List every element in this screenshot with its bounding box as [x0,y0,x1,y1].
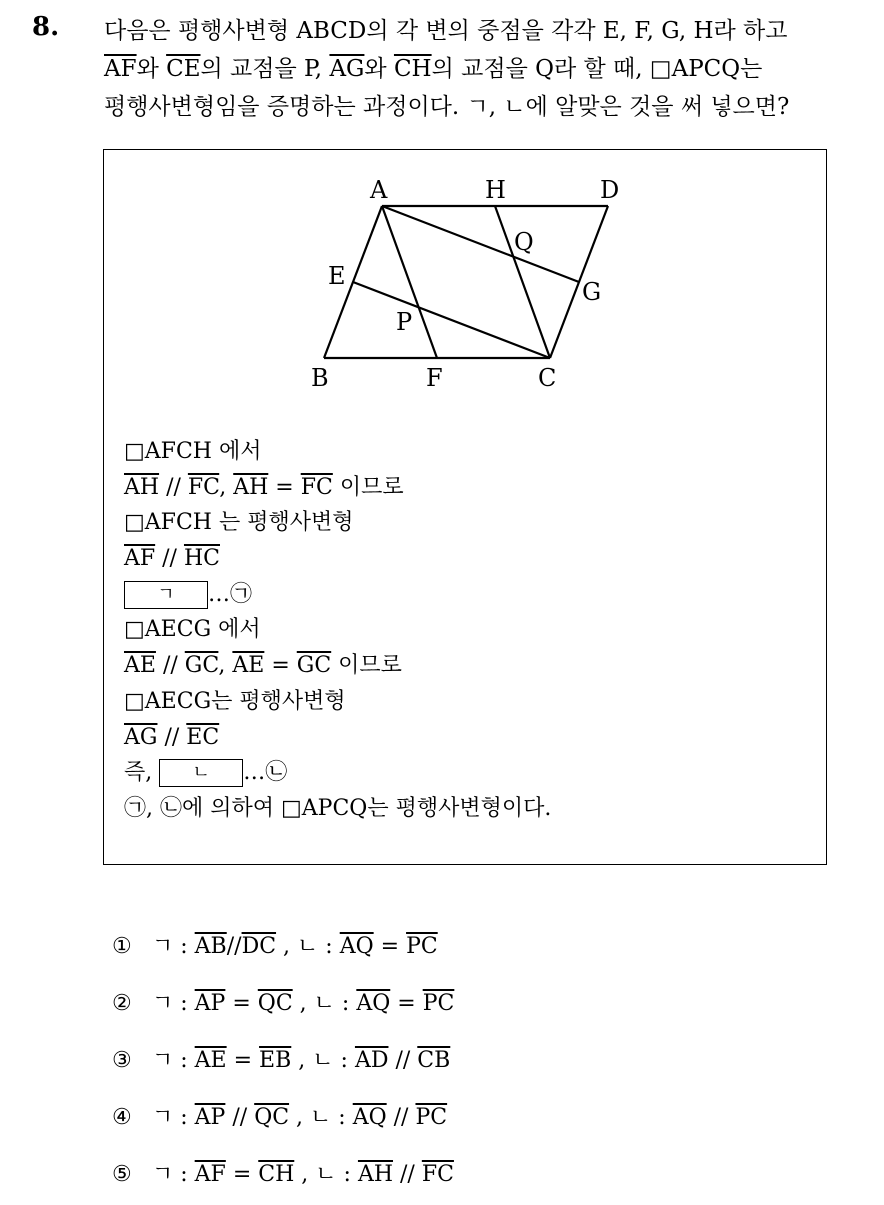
label-g: G [582,278,602,306]
t: : [331,1105,353,1130]
op: = [225,991,258,1016]
answer-choices [112,920,454,1205]
t: , [294,1162,316,1187]
k: ㄴ [310,1105,332,1130]
seg: $\overline{AE}$ [232,653,265,679]
k: ㄱ [152,991,174,1016]
seg: $\overline{AH}$ [124,474,160,500]
seg: $\overline{FC}$ [300,474,333,500]
proof-line-9: $\overline{AG} // \overline{EC}$ [124,724,220,750]
parallelogram-figure [104,150,828,400]
blank-giyeok: ㄱ [124,581,208,609]
seg: $\overline{QC}$ [254,1105,290,1130]
seg: $\overline{AP}$ [194,991,226,1016]
label-e: E [328,262,346,290]
seg: $\overline{CB}$ [417,1048,451,1073]
op: = [226,1048,260,1073]
proof-line-1: □AFCH 에서 [124,439,262,464]
seg: $\overline{AF}$ [124,546,156,572]
k: ㄴ [315,1162,337,1187]
label-q: Q [514,228,534,256]
seg: $\overline{EB}$ [259,1048,292,1073]
label-p: P [396,308,413,336]
label-d: D [600,176,620,204]
t: : [173,934,195,959]
op: // [226,934,242,959]
t: : [173,1105,195,1130]
t: : [318,934,340,959]
k: ㄱ [152,1105,174,1130]
proof-line-8: □AECG는 평행사변형 [124,688,346,714]
seg: $\overline{AP}$ [194,1105,226,1130]
seg: $\overline{AH}$ [357,1162,394,1187]
proof-text [124,434,551,827]
label-h: H [485,176,506,204]
seg: $\overline{FC}$ [421,1162,454,1187]
choice-1[interactable] [112,920,454,977]
op: = [225,1162,259,1187]
seg: $\overline{DC}$ [241,934,277,959]
t: , [292,991,314,1016]
choice-number: ④ [112,1105,132,1130]
seg-ce: $\overline{CE}$ [166,56,201,82]
t: , [291,1048,313,1073]
seg: $\overline{AQ}$ [352,1105,387,1130]
t: , [289,1105,311,1130]
seg: $\overline{EC}$ [186,724,220,750]
seg: $\overline{AQ}$ [356,991,391,1016]
seg-ce-line [353,282,550,358]
proof-line-7: $\overline{AE} // \overline{GC}$, $\overline{AE} = \overline{GC}$ 이므로 [124,653,402,679]
k: ㄱ [152,934,174,959]
text: 이므로 [331,653,402,679]
t: , [276,934,298,959]
proof-box [103,149,827,865]
k: ㄱ [152,1048,174,1073]
seg: $\overline{GC}$ [184,653,219,679]
seg: $\overline{AE}$ [124,653,156,679]
choice-2[interactable] [112,977,454,1034]
proof-line-4: $\overline{AF} // \overline{HC}$ [124,546,220,572]
proof-line-2: $\overline{AH} // \overline{FC}$, $\overline{AH} = \overline{FC}$ 이므로 [124,474,404,500]
t: : [173,1162,195,1187]
choice-3[interactable] [112,1034,454,1091]
choice-number: ⑤ [112,1162,132,1187]
seg: $\overline{GC}$ [296,653,332,679]
seg: $\overline{FC}$ [187,474,220,500]
k: ㄴ [297,934,319,959]
k: ㄱ [152,1162,174,1187]
text: 이므로 [332,474,404,500]
choice-number: ② [112,991,132,1016]
seg: $\overline{AG}$ [124,724,158,750]
seg-ag: $\overline{AG}$ [329,56,365,82]
t: : [173,991,195,1016]
seg: $\overline{AB}$ [194,934,227,959]
op: = [390,991,423,1016]
op: // [388,1048,418,1073]
question-stem [104,12,874,126]
t: : [333,1048,355,1073]
blank-nieun: ㄴ [159,759,243,787]
label-b: B [311,364,329,392]
op: // [393,1162,422,1187]
ref-1: …㉠ [208,581,253,607]
k: ㄴ [312,1048,334,1073]
seg: $\overline{PC}$ [422,991,455,1016]
seg: $\overline{PC}$ [415,1105,448,1130]
seg-af: $\overline{AF}$ [104,56,137,82]
op: // [386,1105,416,1130]
t: : [334,991,357,1016]
seg: $\overline{HC}$ [183,546,220,572]
text: 즉, [124,760,160,786]
seg-ag-line [382,206,579,282]
seg: $\overline{AE}$ [194,1048,227,1073]
label-a: A [370,176,388,204]
seg: $\overline{AQ}$ [339,934,374,959]
k: ㄴ [313,991,335,1016]
stem-line-2: $\overline{AF}$와 $\overline{CE}$의 교점을 P, $\overline{AG}$와 $\overline{CH}$의 교점을 Q라 할 때, □APCQ는 [104,56,763,82]
label-f: F [426,364,443,392]
choice-5[interactable] [112,1148,454,1205]
proof-line-5 [124,577,551,613]
op: // [225,1105,255,1130]
seg-ch: $\overline{CH}$ [393,56,432,82]
question-number: 8. [32,12,60,42]
seg: $\overline{AD}$ [354,1048,389,1073]
seg: $\overline{AH}$ [233,474,269,500]
t: : [173,1048,195,1073]
choice-4[interactable] [112,1091,454,1148]
proof-line-3: □AFCH 는 평행사변형 [124,510,354,536]
stem-line-3: 평행사변형임을 증명하는 과정이다. ㄱ, ㄴ에 알맞은 것을 써 넣으면? [104,94,790,120]
t: : [336,1162,358,1187]
choice-number: ① [112,934,132,959]
ref-2: …㉡ [243,760,288,786]
seg: $\overline{PC}$ [406,934,438,959]
seg: $\overline{CH}$ [258,1162,295,1187]
label-c: C [538,364,557,392]
choice-number: ③ [112,1048,132,1073]
seg: $\overline{QC}$ [257,991,293,1016]
proof-line-10 [124,755,551,791]
proof-line-11: ㉠, ㉡에 의하여 □APCQ는 평행사변형이다. [124,795,552,821]
op: = [373,934,407,959]
seg: $\overline{AF}$ [194,1162,226,1187]
stem-line-1: 다음은 평행사변형 ABCD의 각 변의 중점을 각각 E, F, G, H라 하고 [104,18,788,44]
proof-line-6: □AECG 에서 [124,617,261,643]
